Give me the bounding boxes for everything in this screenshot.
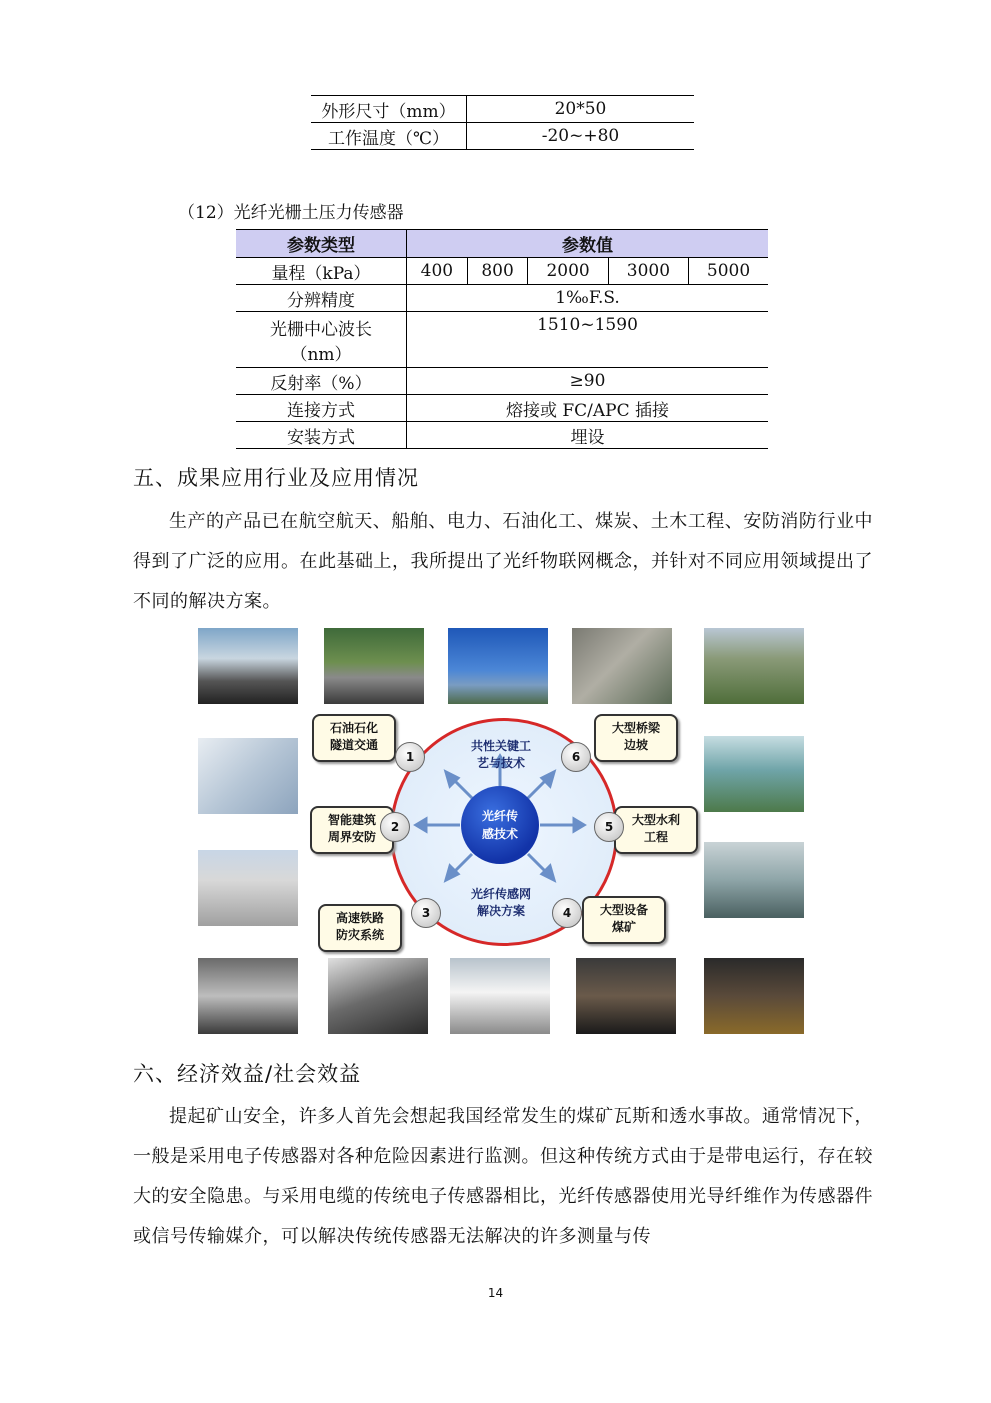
- param-key: 反射率（%）: [236, 368, 407, 395]
- application-box-1: [312, 714, 396, 762]
- table-row: [236, 395, 768, 422]
- spec-table: [311, 95, 694, 150]
- box-line: 周界安防: [327, 830, 376, 844]
- label-line: 光纤传感网: [470, 887, 531, 901]
- box-line: 隧道交通: [329, 738, 378, 752]
- spec-value: -20~+80: [467, 123, 695, 150]
- range-value: 5000: [689, 258, 768, 285]
- badge-number: 2: [380, 812, 410, 842]
- spec-key: 工作温度（℃）: [311, 123, 467, 150]
- spec-value: 20*50: [467, 96, 695, 123]
- core-technology: [461, 786, 539, 864]
- param-key: 分辨精度: [236, 285, 407, 312]
- range-value: 3000: [608, 258, 688, 285]
- badge-number: 3: [411, 898, 441, 928]
- table-row: [236, 285, 768, 312]
- box-line: 高速铁路: [335, 911, 384, 925]
- box-line: 大型桥梁: [611, 721, 660, 735]
- label-line: 共性关键工: [470, 739, 531, 753]
- table-header-row: [236, 230, 768, 258]
- core-label: 感技术: [481, 827, 518, 841]
- box-line: 工程: [643, 830, 668, 844]
- application-figure: [198, 628, 806, 1036]
- badge-number: 5: [594, 812, 624, 842]
- range-value: 2000: [528, 258, 608, 285]
- param-value: 1510~1590: [407, 312, 769, 368]
- param-key: 安装方式: [236, 422, 407, 449]
- param-value: ≥90: [407, 368, 769, 395]
- range-value: 400: [407, 258, 468, 285]
- box-line: 大型水利: [631, 813, 680, 827]
- param-value: 1‰F.S.: [407, 285, 769, 312]
- header-key: 参数类型: [236, 230, 407, 258]
- range-value: 800: [467, 258, 528, 285]
- table-row: [236, 422, 768, 449]
- table-caption: （12）光纤光栅土压力传感器: [178, 203, 404, 223]
- table-row: [236, 312, 768, 368]
- body-paragraph: 提起矿山安全，许多人首先会想起我国经常发生的煤矿瓦斯和透水事故。通常情况下，一般是采用电子传感器对各种危险因素进行监测。但这种传统方式由于是带电运行，存在较大的安全隐患。与采用电缆的传统电子传感器相比，光纤传感器使用光导纤维作为传感器件或信号传输媒介，可以解决传统传感器无法解决的许多测量与传: [133, 1106, 873, 1247]
- application-box-5: [614, 806, 698, 854]
- core-label: 光纤传: [481, 809, 518, 823]
- box-line: 大型设备: [599, 903, 648, 917]
- body-paragraph: 生产的产品已在航空航天、船舶、电力、石油化工、煤炭、土木工程、安防消防行业中得到了广泛的应用。在此基础上，我所提出了光纤物联网概念，并针对不同应用领域提出了不同的解决方案。: [133, 511, 873, 612]
- header-value: 参数值: [407, 230, 769, 258]
- table-row: [311, 96, 694, 123]
- param-value: 埋设: [407, 422, 769, 449]
- param-key: 连接方式: [236, 395, 407, 422]
- param-value: 熔接或 FC/APC 插接: [407, 395, 769, 422]
- application-box-4: [582, 896, 666, 944]
- application-box-6: [594, 714, 678, 762]
- application-box-3: [318, 904, 402, 952]
- box-line: 石油石化: [329, 721, 378, 735]
- table-row: [236, 258, 768, 285]
- label-line: 艺与技术: [476, 756, 525, 770]
- box-line: 边坡: [623, 738, 648, 752]
- badge-number: 4: [552, 898, 582, 928]
- box-line: 智能建筑: [327, 813, 376, 827]
- badge-number: 1: [395, 742, 425, 772]
- bottom-label: [452, 886, 550, 920]
- section-heading: 六、经济效益/社会效益: [133, 1062, 362, 1086]
- label-line: 解决方案: [476, 904, 525, 918]
- page-number: 14: [487, 1286, 504, 1300]
- box-line: 煤矿: [611, 920, 636, 934]
- box-line: 防灾系统: [335, 928, 384, 942]
- param-key: 量程（kPa）: [236, 258, 407, 285]
- spec-key: 外形尺寸（mm）: [311, 96, 467, 123]
- param-key: [236, 312, 407, 368]
- table-row: [311, 123, 694, 150]
- top-label: [456, 738, 546, 772]
- param-key-line: （nm）: [290, 344, 352, 365]
- table-row: [236, 368, 768, 395]
- param-key-line: 光栅中心波长: [270, 319, 372, 340]
- badge-number: 6: [561, 742, 591, 772]
- parameter-table: [236, 229, 768, 449]
- section-heading: 五、成果应用行业及应用情况: [133, 466, 419, 490]
